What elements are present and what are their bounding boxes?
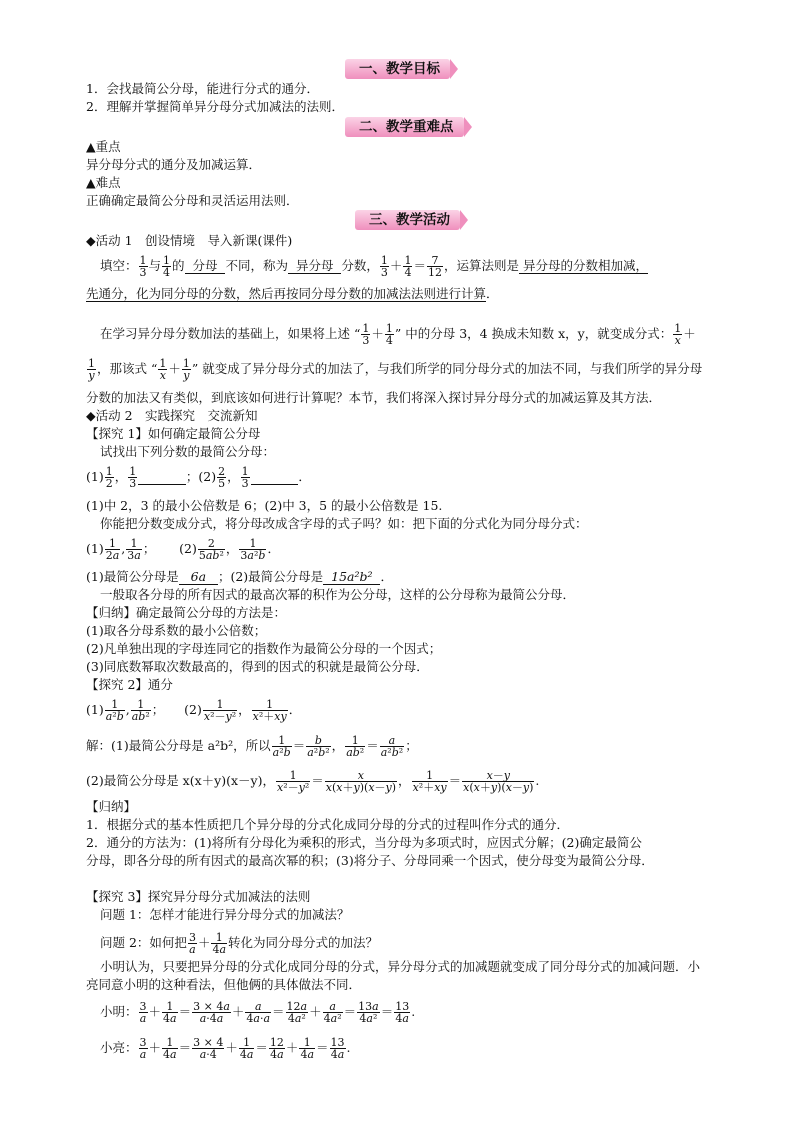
goal-2: 2．理解并掌握简单异分母分式加减法的法则． — [86, 99, 344, 114]
solution-2: (2)最简公分母是 x(x＋y)(x－y)， $\frac{1}{\text{x²－y²}}$ ＝ $\frac{x}{x(x+y)(x-y)}$ ， $\frac{1}{\text{x²＋xy}}$ ＝ $\frac{x-y}{x(x+y)(x-y)}$ . — [86, 769, 540, 794]
xiaoming-text-2: 亮同意小明的这种看法，但他俩的具体做法不同． — [86, 977, 362, 992]
activity-2-title: ◆活动 2 实践探究 交流新知 — [86, 408, 258, 423]
summary-1-a: (1)取各分母系数的最小公倍数； — [86, 623, 267, 638]
intro-line-2: $\frac{1}{y}$ ，那该式 “ $\frac{1}{x}$ ＋ $\frac{1}{y}$ ” 就变成了异分母分式的加法了，与我们所学的同分母分式的加法不同，与我们所学的异分母 — [88, 357, 703, 382]
summary-2-title: 【归纳】 — [86, 799, 137, 814]
explore-1-answer: (1)中 2，3 的最小公倍数是 6；(2)中 3，5 的最小公倍数是 15. — [86, 498, 443, 513]
question-2: 问题 2：如何把 $\frac{3}{a}$ ＋ $\frac{1}{4a}$ 转化为同分母分式的加法？ — [100, 931, 379, 956]
fill-in-line: 填空： $\frac{1}{3}$ 与 $\frac{1}{4}$ 的 分母 不同，称为 异分母 分数， $\frac{1}{3}$ ＋ $\frac{1}{4}$ ＝ $\frac{7}{12}$ ，运算法则是 异分母的分数相加减， — [100, 254, 648, 279]
explore-2-title: 【探究 2】通分 — [86, 677, 173, 692]
question-1: 问题 1：怎样才能进行异分母分式的加减法？ — [100, 907, 350, 922]
xiaoming-text-1: 小明认为，只要把异分母的分式化成同分母的分式，异分母分式的加减题就变成了同分母分式的加减问题．小 — [100, 959, 701, 974]
summary-2-c: 分母，即各分母的所有因式的最高次幂的积；(3)将分子、分母同乘一个因式，使分母变为最简公分母． — [86, 853, 654, 868]
explore-1-fractions: (1) $\frac{1}{2a}$ , $\frac{1}{3a}$ ； (2) $\frac{2}{\text{5ab²}}$ ， $\frac{1}{\text{3a²b}}$ ． — [86, 537, 280, 562]
summary-1-c: (3)同底数幂取次数最高的，得到的因式的积就是最简公分母． — [86, 659, 429, 674]
section-header-activities: 三、教学活动 — [355, 210, 460, 230]
explore-1-question: 试找出下列分数的最简公分母： — [100, 444, 276, 459]
explore-1-title: 【探究 1】如何确定最简公分母 — [86, 426, 261, 441]
section-header-goals: 一、教学目标 — [345, 59, 450, 79]
difficulty-text: 正确确定最简公分母和灵活运用法则． — [86, 193, 299, 208]
summary-1-b: (2)凡单独出现的字母连同它的指数作为最简公分母的一个因式； — [86, 641, 442, 656]
summary-1-title: 【归纳】确定最简公分母的方法是： — [86, 605, 287, 620]
explore-1-question-2: 你能把分数变成分式，将分母改成含字母的式子吗？如：把下面的分式化为同分母分式： — [100, 516, 588, 531]
intro-line-3: 分数的加法又有类似，到底该如何进行计算呢？本节，我们将深入探讨异分母分式的加减运算及其方法． — [86, 390, 662, 405]
activity-1-title: ◆活动 1 创设情境 导入新课(课件) — [86, 233, 293, 248]
explore-1-items: (1) $\frac{1}{2}$ ， $\frac{1}{3}$ ；(2) $\frac{2}{5}$ ， $\frac{1}{3}$ ． — [86, 465, 311, 490]
key-text: 异分母分式的通分及加减运算． — [86, 157, 262, 172]
explore-1-answer-2: (1)最简公分母是 6a ；(2)最简公分母是 15a²b² ． — [86, 569, 393, 584]
goal-1: 1．会找最简公分母，能进行分式的通分． — [86, 81, 319, 96]
difficulty-label: ▲难点 — [86, 175, 121, 190]
section-header-keypoints: 二、教学重难点 — [345, 117, 464, 137]
intro-line-1: 在学习异分母分数加法的基础上，如果将上述 “ $\frac{1}{3}$ ＋ $\frac{1}{4}$ ” 中的分母 3，4 换成未知数 x，y，就变成分式： $\frac{1}{x}$ ＋ — [100, 322, 696, 347]
xiaoming-method: 小明： $\frac{3}{a}$ ＋ $\frac{1}{4a}$ ＝ $\frac{3 \times 4a}{a\cdot 4a}$ ＋ $\frac{a}{4a\cdot a}$ ＝ $\frac{12a}{\text{4a²}}$ ＋ $\frac{a}{\text{4a²}}$ ＝ $\frac{13a}{\text{4a²}}$ ＝ $\frac{13}{4a}$ . — [100, 1000, 416, 1025]
fill-in-line-2: 先通分，化为同分母的分数，然后再按同分母分数的加减法法则进行计算． — [86, 286, 499, 301]
xiaoliang-method: 小亮： $\frac{3}{a}$ ＋ $\frac{1}{4a}$ ＝ $\frac{3 \times 4}{a\cdot 4}$ ＋ $\frac{1}{4a}$ ＝ $\frac{12}{4a}$ ＋ $\frac{1}{4a}$ ＝ $\frac{13}{4a}$ . — [100, 1036, 351, 1061]
summary-2-a: 1．根据分式的基本性质把几个异分母的分式化成同分母的分式的过程叫作分式的通分． — [86, 817, 569, 832]
general-rule: 一般取各分母的所有因式的最高次幂的积作为公分母，这样的公分母称为最简公分母． — [100, 587, 576, 602]
key-label: ▲重点 — [86, 139, 121, 154]
solution-1: 解：(1)最简公分母是 a²b²，所以 $\frac{1}{\text{a²b}}$ ＝ $\frac{b}{\text{a²b²}}$ ， $\frac{1}{\text{ab²}}$ ＝ $\frac{a}{\text{a²b²}}$ ； — [86, 734, 418, 759]
explore-2-items: (1) $\frac{1}{\text{a²b}}$ , $\frac{1}{\text{ab²}}$ ； (2) $\frac{1}{\text{x²－y²}}$ ， $\frac{1}{\text{x²＋xy}}$ ． — [86, 698, 302, 723]
explore-3-title: 【探究 3】探究异分母分式加减法的法则 — [86, 889, 311, 904]
summary-2-b: 2．通分的方法为：(1)将所有分母化为乘积的形式，当分母为多项式时，应因式分解；(2)确定最简公 — [86, 835, 642, 850]
